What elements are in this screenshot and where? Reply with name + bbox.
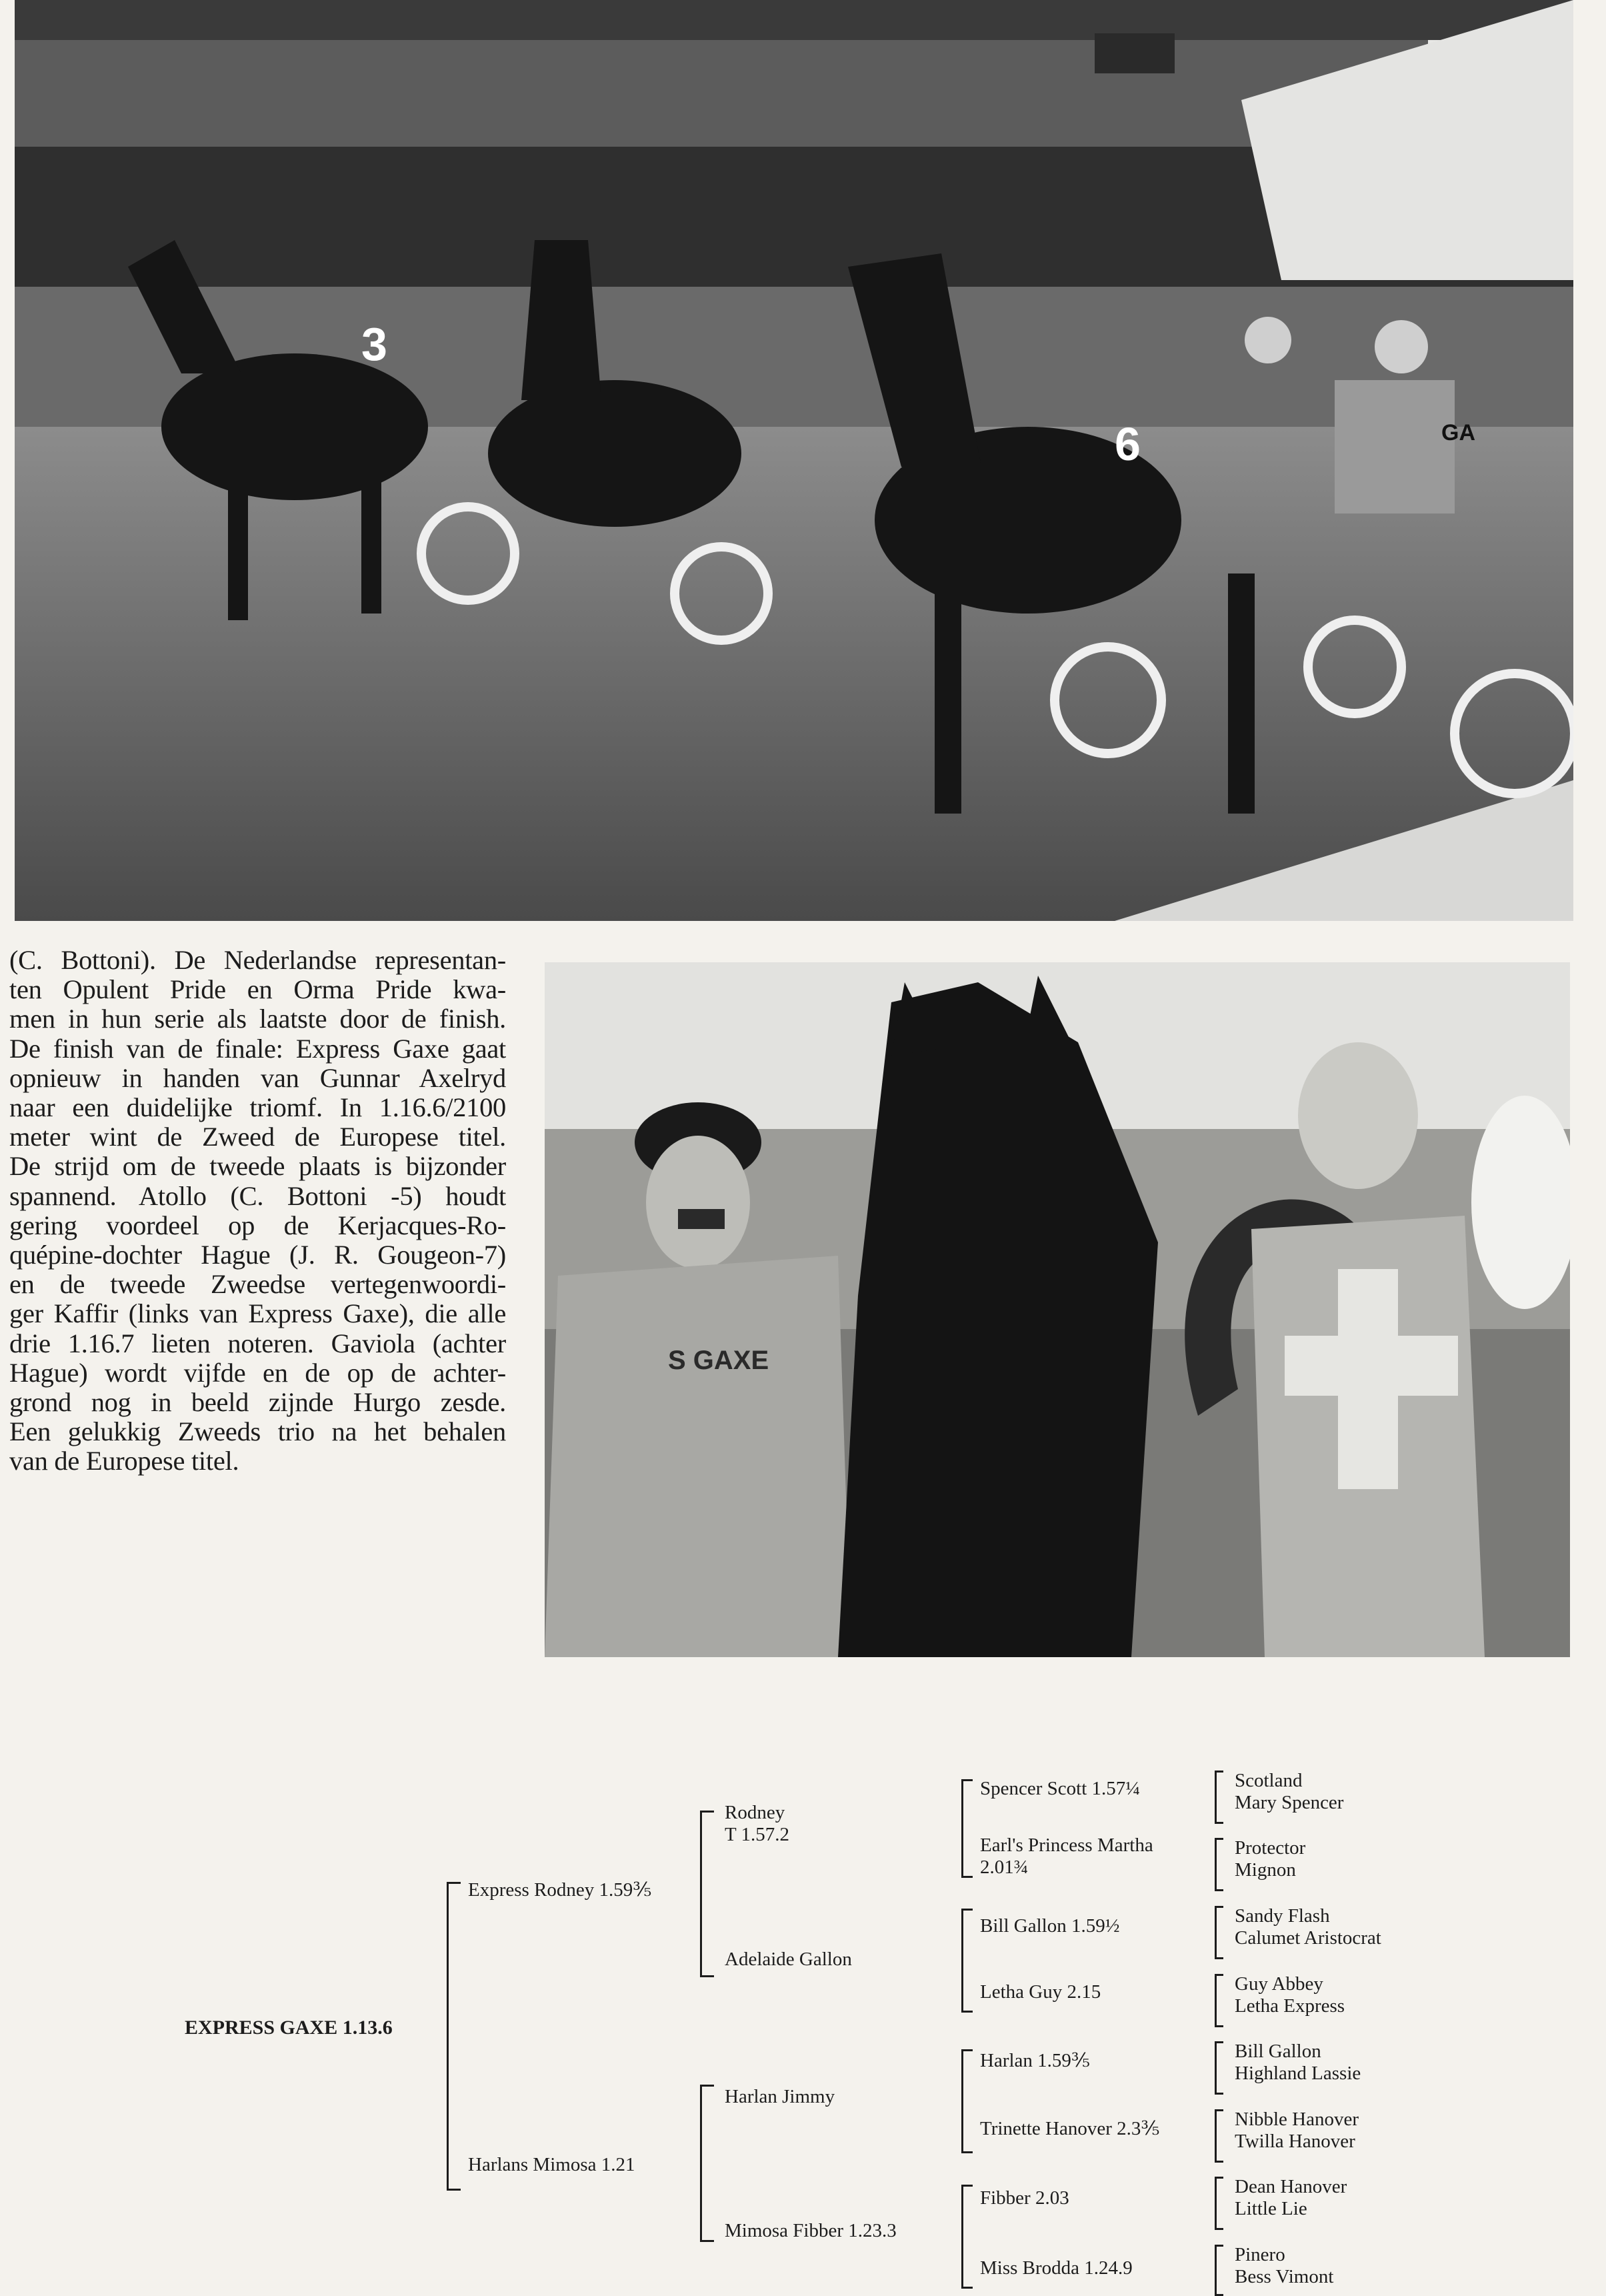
pedigree-bracket	[961, 1909, 973, 2013]
pedigree-bracket	[447, 1882, 461, 2191]
pedigree-bracket	[700, 1811, 714, 1977]
pedigree-ggp: Letha Guy 2.15	[980, 1981, 1101, 2003]
pedigree-bracket	[1215, 2109, 1223, 2163]
pedigree-gggp-pair: Dean Hanover Little Lie	[1235, 2176, 1347, 2219]
pedigree-bracket	[961, 2185, 973, 2289]
caption-line: gering voordeel op de Kerjacques-Ro-	[9, 1210, 506, 1240]
pedigree-gggp-pair: Protector Mignon	[1235, 1837, 1306, 1881]
pedigree-bracket	[1215, 1838, 1223, 1891]
caption-line: ger Kaffir (links van Express Gaxe), die alle	[9, 1298, 506, 1329]
caption-line: meter wint de Zweed de Europese titel.	[9, 1122, 506, 1152]
pedigree-ggp: Harlan 1.59⅗	[980, 2050, 1091, 2071]
caption-line: ten Opulent Pride en Orma Pride kwa-	[9, 974, 506, 1005]
pedigree-ggp: Trinette Hanover 2.3⅗	[980, 2118, 1160, 2139]
pedigree-gggp-pair: Guy Abbey Letha Express	[1235, 1973, 1345, 2017]
race-number-3: 3	[361, 318, 387, 370]
pedigree-bracket	[1215, 1974, 1223, 2027]
winners-photo	[545, 962, 1570, 1657]
caption-line: De finish van de finale: Express Gaxe gaat	[9, 1033, 506, 1064]
pedigree-bracket	[1215, 2041, 1223, 2095]
caption-line: Hague) wordt vijfde en de op de achter-	[9, 1357, 506, 1388]
photo-caption	[9, 946, 506, 1476]
caption-line: naar een duidelijke triomf. In 1.16.6/2100	[9, 1092, 506, 1123]
caption-line: grond nog in beeld zijnde Hurgo zesde.	[9, 1387, 506, 1418]
pedigree-bracket	[700, 2085, 714, 2242]
pedigree-bracket	[1215, 1906, 1223, 1959]
pedigree-ggp: Bill Gallon 1.59½	[980, 1915, 1120, 1937]
pedigree-gggp-pair: Pinero Bess Vimont	[1235, 2244, 1334, 2287]
pedigree-gggp-pair: Sandy Flash Calumet Aristocrat	[1235, 1905, 1381, 1949]
pedigree-ggp: Spencer Scott 1.57¼	[980, 1778, 1141, 1799]
shirt-label: S GAXE	[668, 1346, 769, 1375]
pedigree-ggp: Fibber 2.03	[980, 2187, 1069, 2209]
caption-line: drie 1.16.7 lieten noteren. Gaviola (achter	[9, 1328, 506, 1358]
caption-line: van de Europese titel.	[9, 1446, 239, 1476]
pedigree-grandsire-sire: Rodney T 1.57.2	[725, 1802, 789, 1845]
pedigree-sire: Express Rodney 1.59⅗	[468, 1879, 652, 1901]
pedigree-gggp-pair: Bill Gallon Highland Lassie	[1235, 2041, 1361, 2084]
pedigree-bracket	[1215, 2177, 1223, 2230]
pedigree-granddam-sire: Adelaide Gallon	[725, 1949, 852, 1970]
pedigree-bracket	[961, 1779, 973, 1878]
pedigree-horse: EXPRESS GAXE 1.13.6	[185, 2017, 393, 2039]
caption-line: Een gelukkig Zweeds trio na het behalen	[9, 1416, 506, 1447]
caption-line: spannend. Atollo (C. Bottoni -5) houdt	[9, 1180, 506, 1211]
pedigree-gggp-pair: Scotland Mary Spencer	[1235, 1770, 1344, 1813]
pedigree-ggp: Earl's Princess Martha 2.01¾	[980, 1835, 1153, 1878]
pedigree-granddam-dam: Mimosa Fibber 1.23.3	[725, 2220, 897, 2241]
caption-line: opnieuw in handen van Gunnar Axelryd	[9, 1062, 506, 1093]
caption-line: De strijd om de tweede plaats is bijzonder	[9, 1151, 506, 1182]
pedigree-bracket	[961, 2049, 973, 2153]
pedigree-bracket	[1215, 1771, 1223, 1824]
race-number-6: 6	[1115, 418, 1141, 470]
caption-line: quépine-dochter Hague (J. R. Gougeon-7)	[9, 1240, 506, 1270]
pedigree-dam: Harlans Mimosa 1.21	[468, 2154, 635, 2175]
sulky-label: GA	[1441, 420, 1475, 445]
race-finish-photo	[15, 0, 1573, 921]
pedigree-ggp: Miss Brodda 1.24.9	[980, 2257, 1133, 2279]
pedigree-grandsire-dam: Harlan Jimmy	[725, 2086, 835, 2107]
caption-line: en de tweede Zweedse vertegenwoordi-	[9, 1269, 506, 1300]
caption-line: (C. Bottoni). De Nederlandse representan-	[9, 945, 506, 975]
pedigree-bracket	[1215, 2245, 1223, 2296]
caption-line: men in hun serie als laatste door de finish.	[9, 1004, 506, 1034]
pedigree-gggp-pair: Nibble Hanover Twilla Hanover	[1235, 2109, 1359, 2152]
